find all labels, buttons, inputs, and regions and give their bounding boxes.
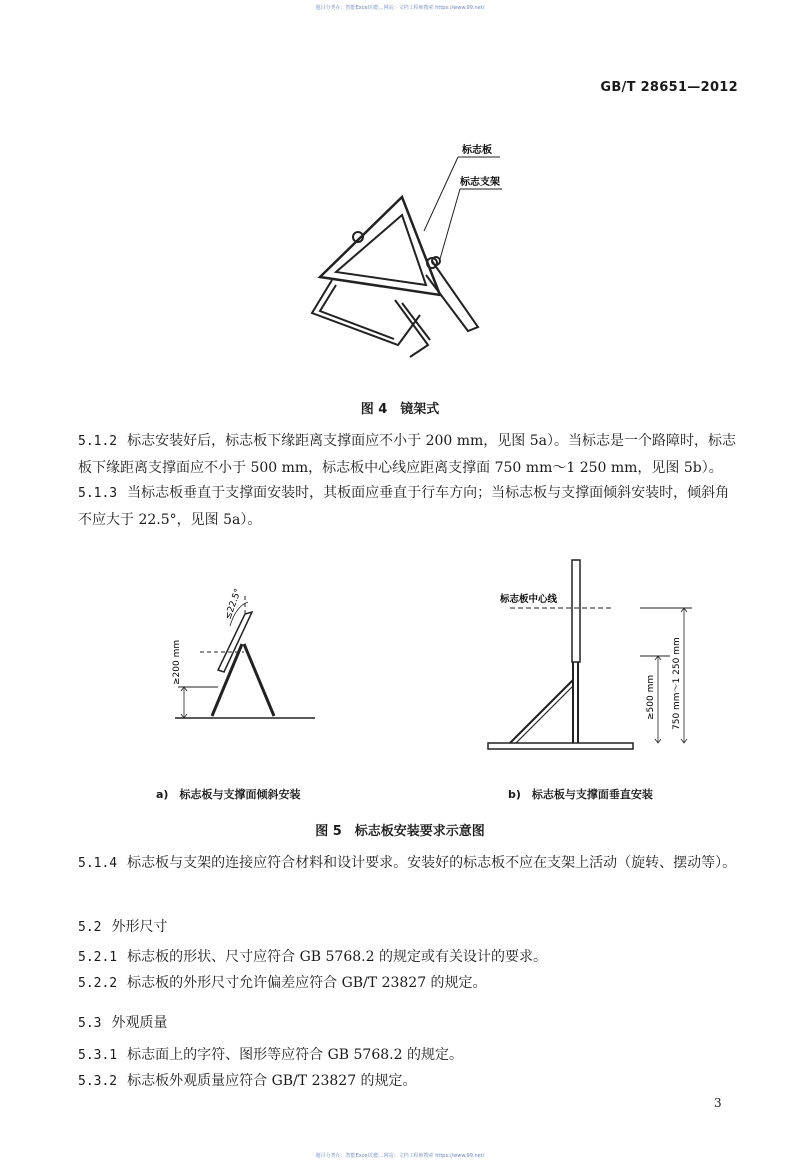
height-label-b2: 750 mm～1 250 mm	[672, 637, 682, 730]
para-text: 当标志板垂直于支撑面安装时，其板面应垂直于行车方向；当标志板与支撑面倾斜安装时，倾斜角不应大于 22.5°，见图 5a）。	[78, 485, 730, 528]
para-text: 标志板的形状、尺寸应符合 GB 5768.2 的规定或有关设计的要求。	[127, 949, 547, 965]
para-5-1-4	[78, 850, 738, 877]
para-number: 5.3.1	[78, 1048, 118, 1063]
para-text: 标志面上的字符、图形等应符合 GB 5768.2 的规定。	[127, 1047, 463, 1063]
section-5-2-heading	[78, 916, 167, 936]
para-number: 5.2.1	[78, 950, 118, 965]
para-5-2-1	[78, 944, 738, 971]
angle-label: ≤22.5°	[223, 587, 244, 622]
figure-5b-caption: b) 标志板与支撑面垂直安装	[508, 788, 653, 801]
para-5-3-2	[78, 1068, 738, 1095]
section-title: 外观质量	[111, 1015, 168, 1031]
height-label-b1: ≥500 mm	[646, 674, 656, 720]
para-5-2-2	[78, 970, 738, 997]
label-stand: 标志支架	[460, 177, 500, 188]
para-text: 标志板的外形尺寸允许偏差应符合 GB/T 23827 的规定。	[127, 975, 487, 991]
section-5-3-heading	[78, 1012, 167, 1032]
figure-5a-drawing	[160, 580, 330, 725]
para-5-1-2	[78, 428, 738, 481]
para-5-1-3	[78, 480, 738, 533]
figure-5-caption: 图 5 标志板安装要求示意图	[315, 824, 485, 839]
section-title: 外形尺寸	[111, 919, 168, 935]
para-text: 标志板外观质量应符合 GB/T 23827 的规定。	[127, 1073, 417, 1089]
para-number: 5.2.2	[78, 976, 118, 991]
para-5-3-1	[78, 1042, 738, 1069]
figure-4-caption: 图 4 镜架式	[360, 402, 440, 417]
para-number: 5.1.4	[78, 856, 118, 871]
para-text: 标志板与支架的连接应符合材料和设计要求。安装好的标志板不应在支架上活动（旋转、摆动等）。	[127, 855, 737, 871]
label-board: 标志板	[462, 145, 492, 156]
para-text: 标志安装好后，标志板下缘距离支撑面应不小于 200 mm，见图 5a）。当标志是一个路障时，标志板下缘距离支撑面应不小于 500 mm，标志板中心线应距离支撑面 750 mm～1 250 mm，见图 5b）。	[78, 433, 737, 476]
section-number: 5.3	[78, 1016, 102, 1031]
para-number: 5.3.2	[78, 1074, 118, 1089]
watermark-bottom: 题目分类在：智能Excel功能...网站：文档工程师搜索 https://www.99.net/	[315, 1153, 485, 1159]
section-number: 5.2	[78, 920, 102, 935]
page-number: 3	[714, 1096, 722, 1110]
figure-5a-caption: a) 标志板与支撑面倾斜安装	[156, 788, 301, 801]
figure-4-drawing	[290, 135, 530, 360]
figure-5b-drawing	[470, 552, 700, 752]
standard-number: GB/T 28651—2012	[600, 80, 738, 95]
para-number: 5.1.3	[78, 486, 118, 501]
center-line-label: 标志板中心线	[500, 594, 558, 605]
watermark-top: 题目分类在：智能Excel功能...网站：文档工程师搜索 https://www.99.net/	[315, 5, 485, 11]
para-number: 5.1.2	[78, 434, 118, 449]
height-label-a: ≥200 mm	[172, 639, 182, 685]
